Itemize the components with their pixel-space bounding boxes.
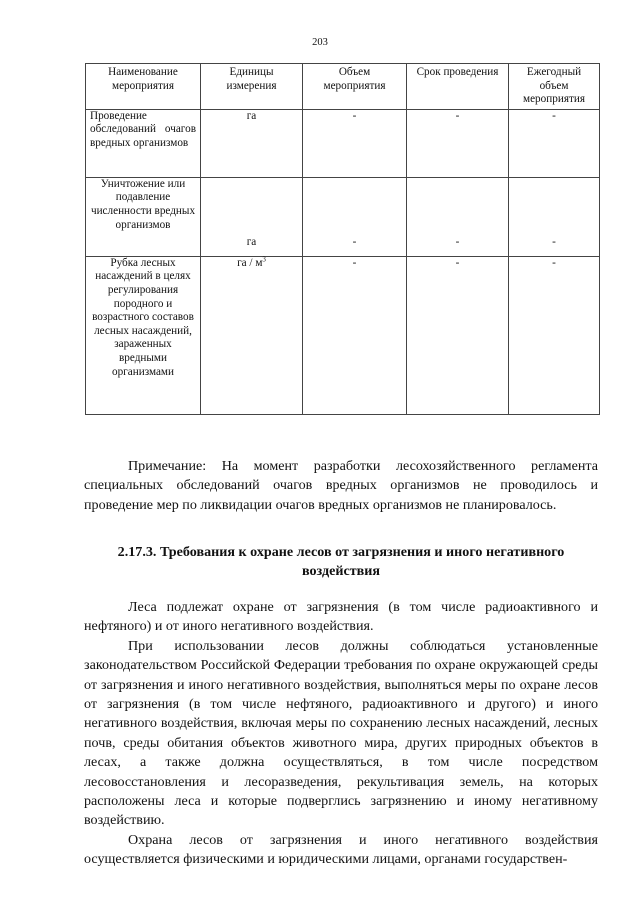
section-body bbox=[84, 598, 598, 870]
header-cell-name: Наименование мероприятия bbox=[86, 64, 201, 110]
row-volume: - bbox=[303, 109, 407, 177]
page-number: 203 bbox=[312, 37, 328, 48]
unit-superscript: 3 bbox=[262, 255, 266, 264]
paragraph: Леса подлежат охране от загрязнения (в том числе радиоактивного и нефтяного) и от иного негативного воздействия. bbox=[84, 599, 598, 635]
table-row bbox=[86, 256, 600, 414]
note-block bbox=[84, 457, 598, 515]
row-unit bbox=[201, 256, 303, 414]
row-name: Рубка лесных насаждений в целях регулирования породного и возрастного составов лесных насаждений, зараженных вредными организмами bbox=[86, 256, 201, 414]
row-term: - bbox=[407, 109, 509, 177]
row-name: Проведение обследований очагов вредных организмов bbox=[86, 109, 201, 177]
row-annual: - bbox=[509, 177, 600, 256]
header-cell-unit: Единицы измерения bbox=[201, 64, 303, 110]
row-unit: га bbox=[201, 177, 303, 256]
table-row bbox=[86, 177, 600, 256]
row-volume: - bbox=[303, 256, 407, 414]
header-cell-annual: Ежегодный объем мероприятия bbox=[509, 64, 600, 110]
row-unit: га bbox=[201, 109, 303, 177]
paragraph: Охрана лесов от загрязнения и иного негативного воздействия осуществляется физическими и юридическими лицами, органами государствен- bbox=[84, 831, 598, 868]
header-cell-term: Срок проведения bbox=[407, 64, 509, 110]
paragraph: При использовании лесов должны соблюдаться установленные законодательством Российской Федерации требования по охране окружающей среды от загрязнения и иного негативного воздействия, выполняться меры по охране лесов от загрязнения (в том числе нефтяного, радиоактивного и другого) и иного негативного воздействия, включая меры по сохранению лесных насаждений, лесных почв, среды обитания объектов животного мира, других природных объектов в лесах, а также должна осуществляться, в том числе посредством лесовосстановления и лесоразведения, рекультивация земель, на которых расположены леса и которые подверглись загрязнению и иному негативному воздействию. bbox=[84, 637, 598, 829]
table-header-row bbox=[86, 64, 600, 110]
row-annual: - bbox=[509, 109, 600, 177]
row-annual: - bbox=[509, 256, 600, 414]
row-term: - bbox=[407, 177, 509, 256]
section-heading: 2.17.3. Требования к охране лесов от загрязнения и иного негативного воздействия bbox=[117, 544, 565, 579]
header-cell-volume: Объем мероприятия bbox=[303, 64, 407, 110]
row-name: Уничтожение или подавление численности вредных организмов bbox=[86, 177, 201, 256]
row-volume: - bbox=[303, 177, 407, 256]
table-row bbox=[86, 109, 600, 177]
row-unit-text: га / м bbox=[237, 256, 263, 269]
measures-table bbox=[85, 63, 600, 415]
row-term: - bbox=[407, 256, 509, 414]
note-text: Примечание: На момент разработки лесохозяйственного регламента специальных обследований очагов вредных организмов не проводилось и проведение мер по ликвидации очагов вредных организмов не планировалось. bbox=[84, 458, 598, 513]
